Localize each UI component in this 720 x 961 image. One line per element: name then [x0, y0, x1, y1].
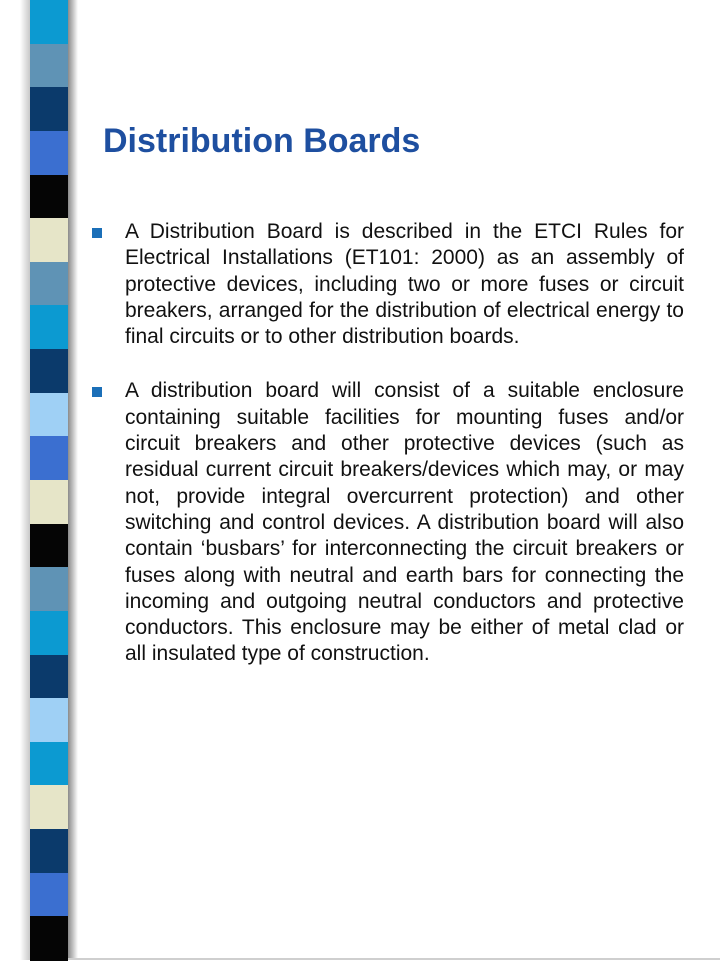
stripe-segment — [30, 829, 68, 874]
stripe-segment — [30, 785, 68, 830]
stripe-shadow — [20, 0, 30, 960]
square-bullet-icon — [92, 228, 102, 238]
stripe-segment — [30, 567, 68, 612]
square-bullet-icon — [92, 387, 102, 397]
stripe-segment — [30, 44, 68, 89]
stripe-segment — [30, 873, 68, 918]
stripe-segment — [30, 349, 68, 394]
stripe-segment — [30, 87, 68, 132]
stripe-segment — [30, 218, 68, 263]
bullet-text: A Distribution Board is described in the ETCI Rules for Electrical Installations (ET101: 2000) as an assembly of protective devices, including two or more fuses or circuit breakers, arranged for the distribution of electrical energy to final circuits or to other distribution boards. — [125, 220, 684, 349]
stripe-segment — [30, 524, 68, 569]
stripe-segment — [30, 0, 68, 45]
bullet-item — [92, 378, 684, 667]
stripe-segment — [30, 480, 68, 525]
decorative-stripe-bar — [30, 0, 68, 960]
bullet-text: A distribution board will consist of a suitable enclosure containing suitable facilities for mounting fuses and/or circuit breakers and other protective devices (such as residual current circuit breakers/devices which may, or may not, provide integral overcurrent protection) and other switching and control devices. A distribution board will also contain ‘busbars’ for interconnecting the circuit breakers or fuses along with neutral and earth bars for connecting the incoming and outgoing neutral conductors and protective conductors. This enclosure may be either of metal clad or all insulated type of construction. — [125, 379, 684, 666]
stripe-segment — [30, 916, 68, 961]
stripe-segment — [30, 262, 68, 307]
stripe-segment — [30, 175, 68, 220]
stripe-edge-shadow — [68, 0, 78, 960]
stripe-segment — [30, 131, 68, 176]
bullet-list — [92, 219, 684, 696]
bullet-item — [92, 219, 684, 350]
stripe-segment — [30, 655, 68, 700]
stripe-segment — [30, 742, 68, 787]
stripe-segment — [30, 393, 68, 438]
stripe-segment — [30, 611, 68, 656]
stripe-segment — [30, 305, 68, 350]
stripe-segment — [30, 698, 68, 743]
slide-title: Distribution Boards — [103, 122, 421, 160]
stripe-segment — [30, 436, 68, 481]
